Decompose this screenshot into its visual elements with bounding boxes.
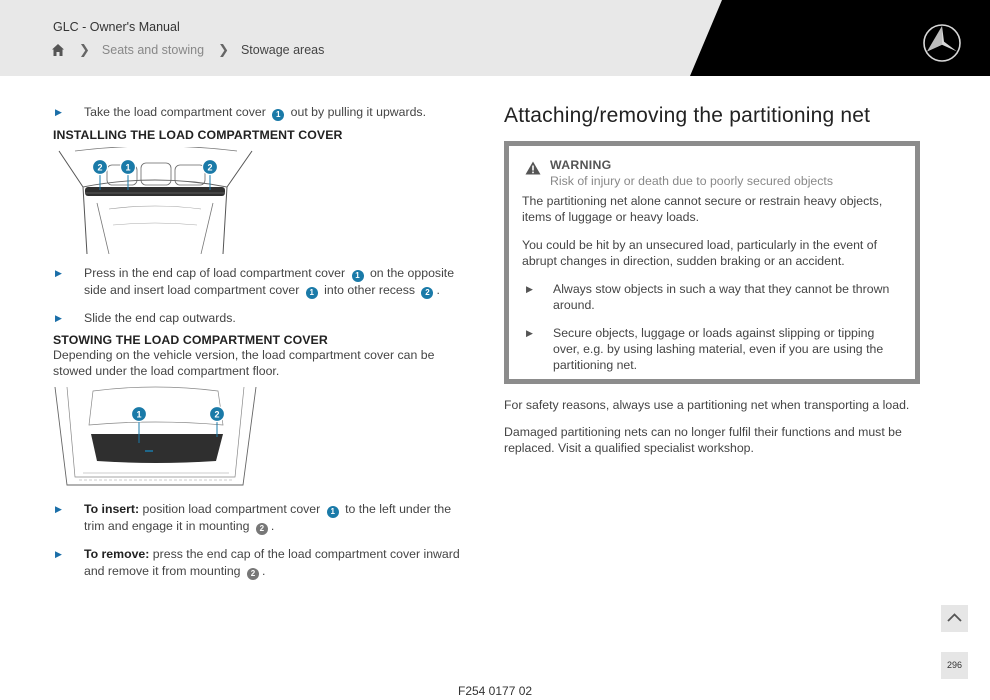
warning-paragraph: You could be hit by an unsecured load, particularly in the event of abrupt changes in direction, sudden braking or an accident. bbox=[522, 238, 878, 268]
bullet-arrow-icon: ▶ bbox=[55, 268, 62, 278]
safety-paragraph: For safety reasons, always use a partitioning net when transporting a load. bbox=[504, 398, 910, 412]
list-item bbox=[53, 310, 473, 327]
top-bar bbox=[0, 0, 990, 76]
breadcrumb-link-seats[interactable]: Seats and stowing bbox=[101, 43, 205, 57]
step-text: . bbox=[261, 564, 266, 578]
stowing-text: Depending on the vehicle version, the load compartment cover can be stowed under the load compartment floor. bbox=[53, 348, 435, 378]
list-item bbox=[53, 265, 473, 299]
list-item bbox=[522, 281, 902, 313]
cargo-cover-install-illustration bbox=[53, 147, 258, 254]
callout-badge bbox=[210, 407, 225, 422]
step-text: press the end cap of the load compartment cover inward and remove it from mounting bbox=[84, 547, 460, 578]
svg-text:2: 2 bbox=[207, 162, 213, 173]
section-title: Attaching/removing the partitioning net bbox=[504, 104, 871, 127]
stowing-heading: STOWING THE LOAD COMPARTMENT COVER bbox=[53, 333, 328, 347]
svg-text:2: 2 bbox=[214, 409, 220, 420]
callout-badge: 1 bbox=[352, 270, 364, 282]
cargo-cover-stow-illustration bbox=[53, 385, 258, 490]
bullet-arrow-icon: ▶ bbox=[526, 328, 533, 338]
callout-badge: 1 bbox=[327, 506, 339, 518]
bullet-arrow-icon: ▶ bbox=[55, 504, 62, 514]
step-text: position load compartment cover bbox=[142, 502, 321, 516]
step-text: . bbox=[270, 519, 275, 533]
step-text: Take the load compartment cover bbox=[84, 105, 266, 119]
list-item bbox=[522, 325, 902, 373]
callout-badge: 2 bbox=[421, 287, 433, 299]
left-column bbox=[53, 104, 473, 580]
step-text: to the left under the trim and engage it in mounting bbox=[84, 502, 452, 533]
right-column bbox=[504, 104, 920, 455]
home-icon[interactable] bbox=[51, 43, 65, 57]
bullet-arrow-icon: ▶ bbox=[55, 549, 62, 559]
warning-triangle-icon bbox=[525, 161, 541, 175]
svg-text:1: 1 bbox=[136, 409, 142, 420]
scroll-to-top-button[interactable] bbox=[941, 605, 968, 632]
damage-paragraph: Damaged partitioning nets can no longer fulfil their functions and must be replaced. Visit a qualified specialist workshop. bbox=[504, 425, 902, 455]
brand-star-logo-icon[interactable] bbox=[922, 23, 962, 63]
bullet-arrow-icon: ▶ bbox=[526, 284, 533, 294]
app-title: GLC - Owner's Manual bbox=[53, 20, 180, 34]
step-text: into other recess bbox=[324, 283, 416, 297]
svg-text:1: 1 bbox=[125, 162, 131, 173]
step-text: on the opposite side and insert load compartment cover bbox=[84, 266, 455, 297]
breadcrumb-current: Stowage areas bbox=[240, 43, 325, 57]
callout-badge bbox=[121, 160, 136, 175]
callout-badge: 2 bbox=[247, 568, 259, 580]
bullet-arrow-icon: ▶ bbox=[55, 313, 62, 323]
warning-bullet-text: Secure objects, luggage or loads against slipping or tipping over, e.g. by using lashing material, even if you are using the partitioning net. bbox=[553, 326, 884, 372]
callout-badge: 1 bbox=[306, 287, 318, 299]
warning-subtitle: Risk of injury or death due to poorly secured objects bbox=[550, 174, 833, 188]
bullet-arrow-icon: ▶ bbox=[55, 107, 62, 117]
list-item bbox=[53, 104, 473, 121]
callout-badge: 2 bbox=[256, 523, 268, 535]
callout-badge bbox=[132, 407, 147, 422]
list-item bbox=[53, 501, 473, 535]
warning-box bbox=[504, 141, 920, 384]
chevron-right-icon: ❯ bbox=[79, 42, 90, 57]
step-text: . bbox=[436, 283, 440, 297]
page-number[interactable]: 296 bbox=[941, 652, 968, 679]
warning-label: WARNING bbox=[550, 158, 612, 172]
warning-body bbox=[522, 193, 902, 385]
chevron-up-icon bbox=[941, 605, 968, 632]
callout-badge bbox=[93, 160, 108, 175]
step-label: To insert: bbox=[84, 502, 140, 516]
warning-paragraph: The partitioning net alone cannot secure or restrain heavy objects, items of luggage or heavy loads. bbox=[522, 194, 883, 224]
callout-badge bbox=[203, 160, 218, 175]
svg-text:2: 2 bbox=[97, 162, 103, 173]
chevron-right-icon: ❯ bbox=[218, 42, 229, 57]
warning-bullet-text: Always stow objects in such a way that they cannot be thrown around. bbox=[553, 282, 890, 312]
callout-badge: 1 bbox=[272, 109, 284, 121]
step-text: out by pulling it upwards. bbox=[290, 105, 427, 119]
installing-heading: INSTALLING THE LOAD COMPARTMENT COVER bbox=[53, 128, 343, 142]
figure-code: F254 0177 02 bbox=[458, 684, 533, 698]
list-item bbox=[53, 546, 473, 580]
breadcrumb bbox=[51, 42, 324, 58]
step-text: Slide the end cap outwards. bbox=[84, 311, 236, 325]
step-text: Press in the end cap of load compartment cover bbox=[84, 266, 346, 280]
step-label: To remove: bbox=[84, 547, 150, 561]
